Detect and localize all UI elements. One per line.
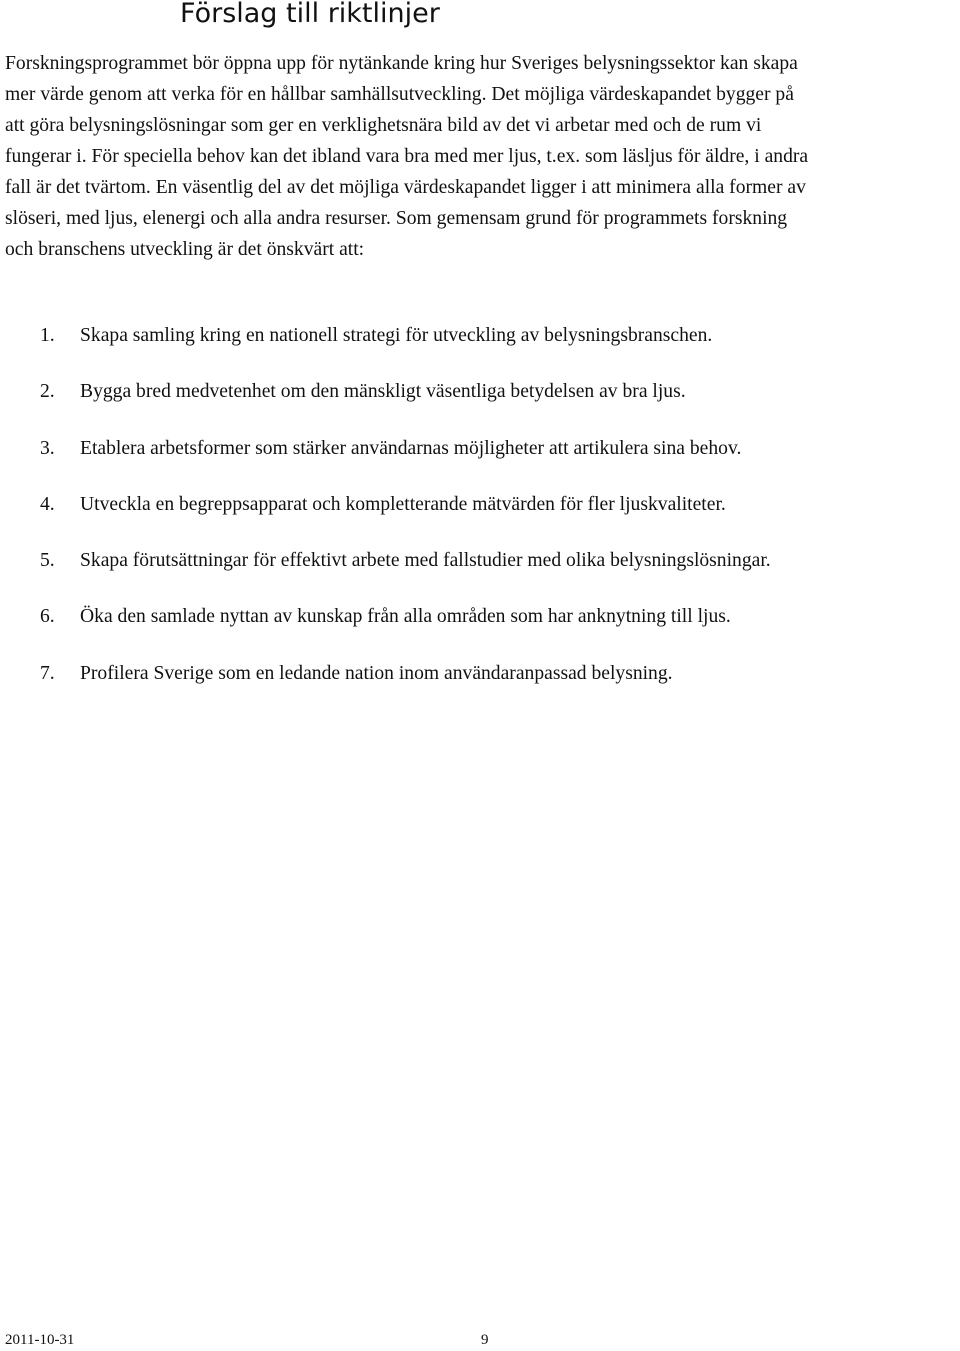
page-title: Förslag till riktlinjer (180, 0, 440, 29)
guideline-text: Profilera Sverige som en ledande nation inom användaranpassad belysning. (80, 662, 673, 684)
intro-line: fall är det tvärtom. En väsentlig del av det möjliga värdeskapandet ligger i att minimera alla former av (5, 177, 806, 198)
guideline-number: 2. (40, 381, 55, 403)
intro-line: slöseri, med ljus, elenergi och alla andra resurser. Som gemensam grund för programmets forskning (5, 208, 788, 229)
guideline-number: 1. (40, 325, 55, 346)
guideline-text: Bygga bred medvetenhet om den mänskligt väsentliga betydelsen av bra ljus. (80, 381, 686, 403)
guideline-text: Skapa samling kring en nationell strategi för utveckling av belysningsbranschen. (80, 325, 713, 346)
intro-line: och branschens utveckling är det önskvärt att: (5, 239, 365, 260)
intro-line: att göra belysningslösningar som ger en verklighetsnära bild av det vi arbetar med och de rum vi (5, 115, 762, 136)
intro-line: Forskningsprogrammet bör öppna upp för nytänkande kring hur Sveriges belysningssektor kan skapa (5, 53, 798, 74)
footer-date: 2011-10-31 (5, 1332, 75, 1348)
intro-paragraph (5, 48, 957, 265)
guideline-number: 5. (40, 550, 55, 572)
guideline-text: Utveckla en begreppsapparat och kompletterande mätvärden för fler ljuskvaliteter. (80, 493, 726, 515)
guideline-number: 4. (40, 493, 55, 515)
guideline-text: Öka den samlade nyttan av kunskap från alla områden som har anknytning till ljus. (80, 606, 731, 628)
guideline-number: 3. (40, 437, 55, 459)
footer-page-number: 9 (481, 1332, 489, 1348)
intro-line: mer värde genom att verka för en hållbar samhällsutveckling. Det möjliga värdeskapandet bygger på (5, 84, 794, 105)
intro-line: fungerar i. För speciella behov kan det ibland vara bra med mer ljus, t.ex. som läsljus för äldre, i andra (5, 146, 809, 167)
guideline-number: 7. (40, 662, 55, 684)
guideline-text: Skapa förutsättningar för effektivt arbete med fallstudier med olika belysningslösningar. (80, 550, 771, 572)
guideline-number: 6. (40, 606, 55, 628)
guideline-text: Etablera arbetsformer som stärker användarnas möjligheter att artikulera sina behov. (80, 437, 742, 459)
